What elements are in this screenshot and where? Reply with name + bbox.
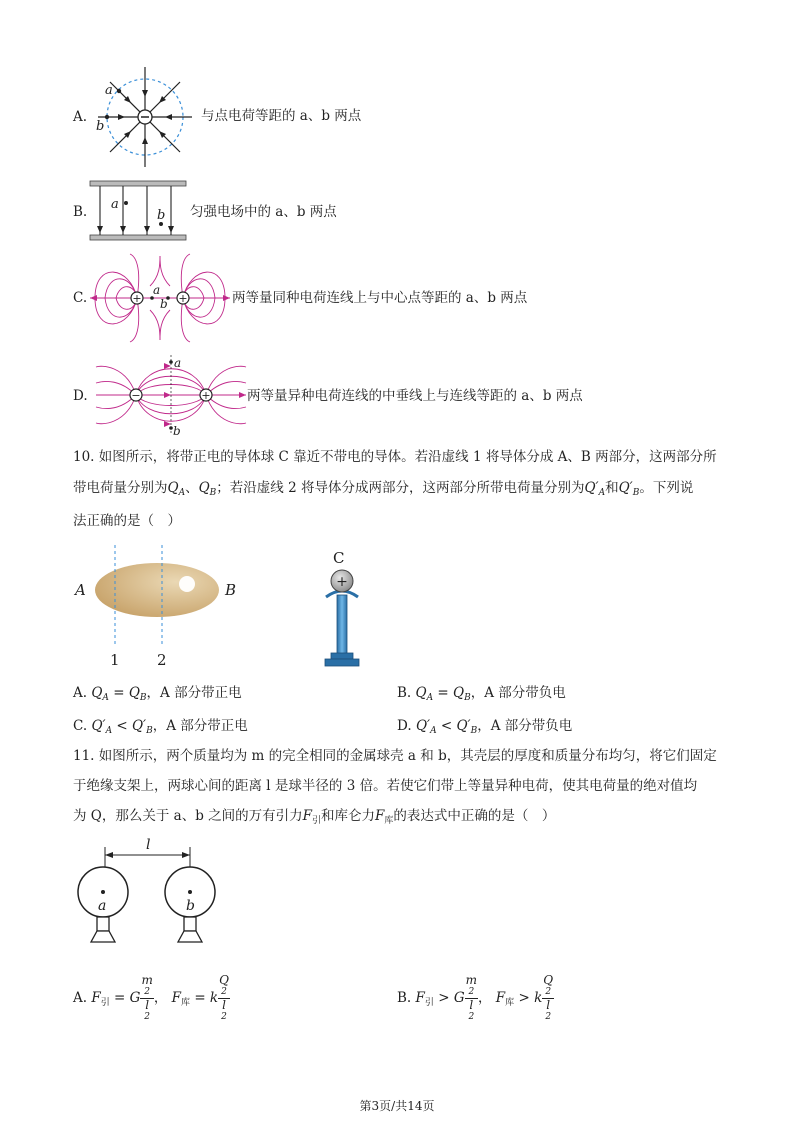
q10-label-a: A [75,581,86,599]
q11-label-a: a [98,898,107,914]
q11-option-a: A. $F_引 = G$ m 2 l 2 ， $F_库 = k$ Q 2 l 2 [73,973,229,1022]
q11-sub-yin: 引 [312,816,322,826]
q10-ball-plus: + [336,574,348,590]
q10-option-b-letter: B. [397,685,412,701]
q9-option-c-letter: C. [73,290,88,306]
q10-line2-label: 2 [157,651,167,669]
q9c-plus-right: + [178,292,188,305]
page-footer: 第3页/共14页 [359,1099,435,1113]
q10-option-a: A. $Q_A = Q_B$，A 部分带正电 [73,685,242,703]
q11-b-sub-ku: 库 [505,998,515,1008]
q11-option-a-letter: A. [73,990,88,1006]
q11-figure-two-spheres [78,835,228,950]
q9-option-b-text-2: 匀强电场中的 a、b 两点 [190,204,337,220]
q9d-label-b: b [173,424,181,438]
q11-stem-line1: 11. 如图所示，两个质量均为 m 的完全相同的金属球壳 a 和 b，其壳层的厚度和质量分布均匀，将它们固定 [73,748,717,764]
q11-a-sub-yin: 引 [100,998,110,1008]
q10-option-d-text: ，A 部分带负电 [477,718,573,734]
q10-figure [75,545,375,675]
q10-stem-line2-b: ；若沿虚线 2 将导体分成两部分，这两部分所带电荷量分别为 [216,480,585,496]
q10-label-b: B [225,581,237,599]
q9-option-c-text: 两等量同种电荷连线上与中心点等距的 a、b 两点 [232,290,528,306]
q10-option-d: D. $Q'_A < Q'_B$，A 部分带负电 [397,718,573,736]
q10-stem-line2-a: 带电荷量分别为 [73,480,168,496]
q11-a-sep: ， [153,990,168,1006]
q9d-minus: − [131,389,141,402]
q11-option-b-letter: B. [397,990,412,1006]
q10-option-c-text: ，A 部分带正电 [152,718,248,734]
q11-b-rel1: > [438,990,450,1006]
q9c-label-a: a [153,283,161,297]
q10-option-b-text: ，A 部分带负电 [470,685,566,701]
q10-stem-line3: 法正确的是（ ） [73,513,181,529]
q9a-label-a: a [105,83,113,98]
q11-stem-line3-a: 为 Q，那么关于 a、b 之间的万有引力 [73,808,303,824]
q10-line1-label: 1 [110,651,120,669]
q9-option-a-letter: A. [73,109,88,125]
q10-option-c-letter: C. [73,718,88,734]
q11-stem-line3-c: 的表达式中正确的是（ ） [393,808,556,824]
q11-stem-line3-b: 和库仑力 [321,808,376,824]
q10-option-a-text: ，A 部分带正电 [146,685,242,701]
q11-stem-line3: 为 Q，那么关于 a、b 之间的万有引力$F_引$和库仑力$F_库$的表达式中正确的是（ ） [73,808,556,826]
q9c-label-b: b [160,297,168,311]
q10-option-d-letter: D. [397,718,412,734]
q10-stem-line1: 10. 如图所示，将带正电的导体球 C 靠近不带电的导体。若沿虚线 1 将导体分成 A、B 两部分，这两部分所 [73,449,717,465]
q9-figure-c-like-charges [90,256,230,340]
q9-option-a-text: 与点电荷等距的 a、b 两点 [201,108,362,124]
q11-b-rel2: > [518,990,530,1006]
q9-option-d-letter: D. [73,388,88,404]
q11-stem-line2: 于绝缘支架上，两球心间的距离 l 是球半径的 3 倍。若使它们带上等量异种电荷，使其电荷量的绝对值均 [73,778,698,794]
q9a-label-b: b [96,119,105,134]
q11-b-sub-yin: 引 [424,998,434,1008]
q9b-label-b: b [157,208,166,223]
q11-label-l: l [146,837,151,853]
q9-option-b-letter: B. [73,204,88,220]
q10-stem-line2-c: 。下列说 [639,480,694,496]
q11-label-b: b [186,898,195,914]
q11-a-rel2: = [194,990,206,1006]
q9-option-d-text: 两等量异种电荷连线的中垂线上与连线等距的 a、b 两点 [247,388,583,404]
q9d-label-a: a [174,356,182,370]
q11-a-rel1: = [114,990,126,1006]
q10-option-c: C. $Q'_A < Q'_B$，A 部分带正电 [73,718,248,736]
q10-option-a-letter: A. [73,685,88,701]
q10-stem-line2: 带电荷量分别为$Q_A$、$Q_B$；若沿虚线 2 将导体分成两部分，这两部分所带电荷量分别为$Q'_A$和$Q'_B$。下列说 [73,480,694,498]
q10-label-c: C [333,549,345,567]
q9d-plus: + [201,389,211,402]
q11-option-b: B. $F_引 > G$ m 2 l 2 ， $F_库 > k$ Q 2 l 2 [397,973,554,1022]
q11-sub-ku: 库 [384,816,394,826]
q11-a-sub-ku: 库 [181,998,191,1008]
q9-figure-b-uniform-field [90,181,186,241]
q9c-plus-left: + [132,292,142,305]
q9-figure-d-opposite-charges [96,355,246,438]
q9-figure-a-point-charge [98,67,192,167]
q11-b-sep: ， [478,990,492,1006]
q9b-label-a: a [111,197,119,212]
q10-option-b: B. $Q_A = Q_B$，A 部分带负电 [397,685,566,703]
